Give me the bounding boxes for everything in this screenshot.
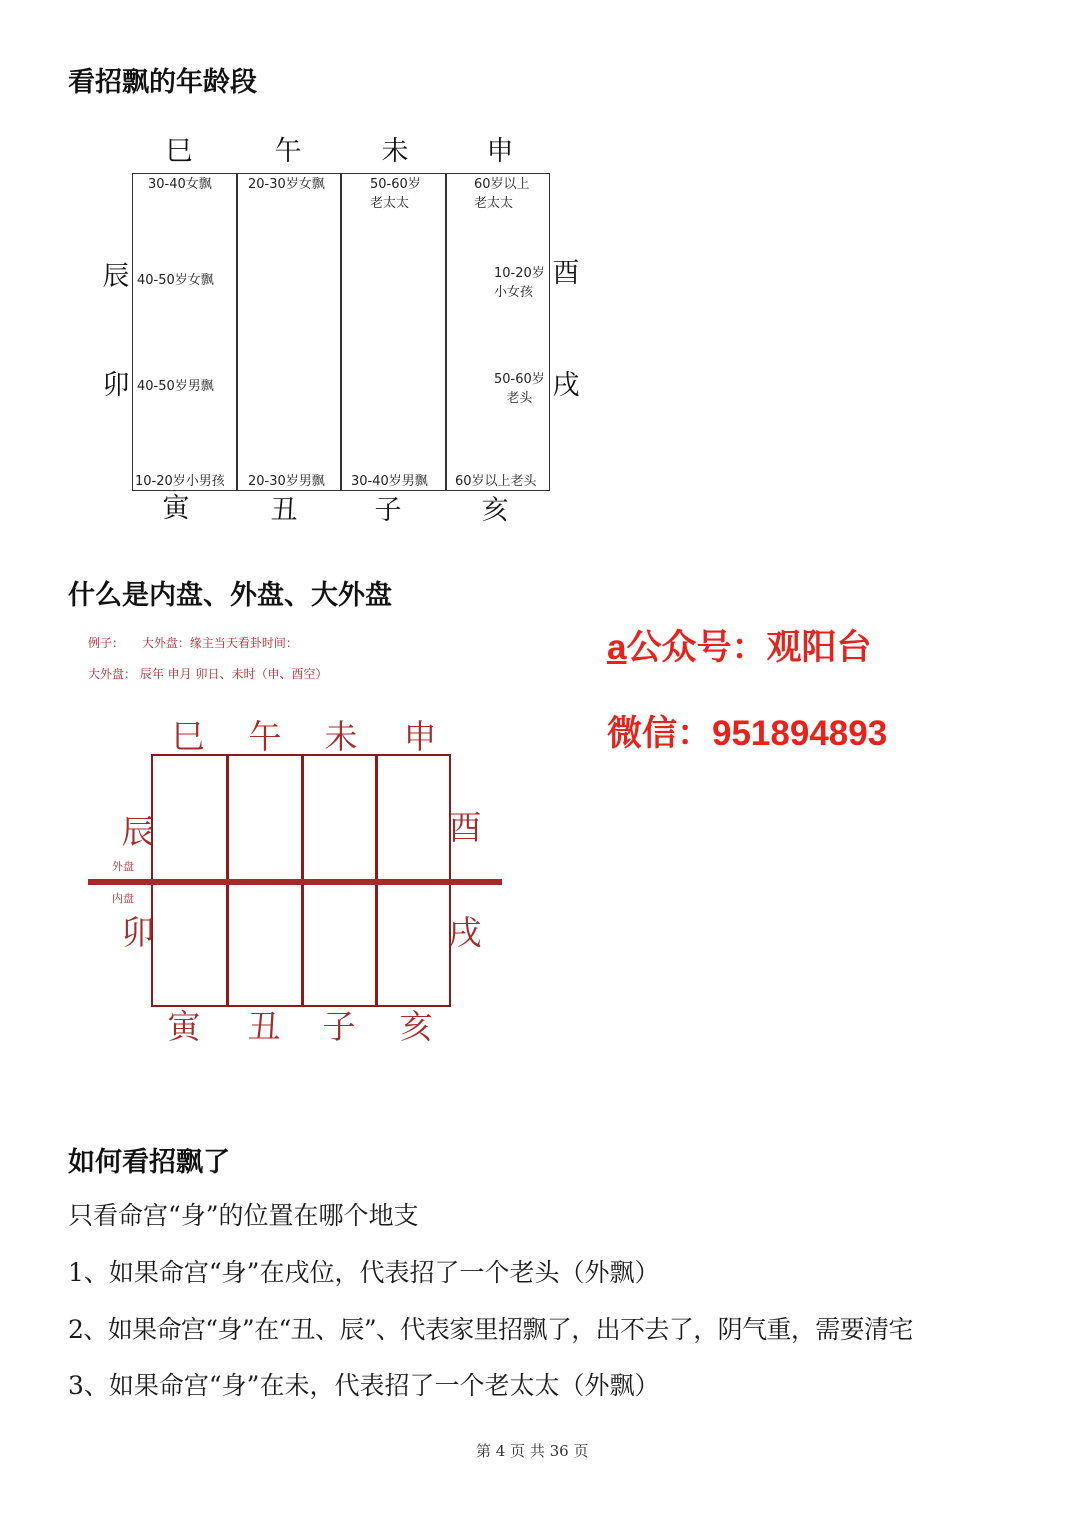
cell-line: 20-30岁男飘 xyxy=(248,474,325,489)
branch-you: 酉 xyxy=(448,808,482,847)
branch-wei: 未 xyxy=(381,136,409,167)
cell-line: 老太太 xyxy=(474,196,514,211)
example-label: 例子： xyxy=(88,636,125,650)
branch-zi: 子 xyxy=(322,1007,356,1046)
cell-line: 50-60岁 xyxy=(494,372,545,387)
cell-line: 小女孩 xyxy=(494,285,534,300)
cell-chou xyxy=(248,472,325,491)
cell-line: 10-20岁 xyxy=(494,266,545,281)
cell-line: 60岁以上老头 xyxy=(455,474,537,489)
page-number: 第 4 页 共 36 页 xyxy=(476,1442,589,1460)
cell-line: 60岁以上 xyxy=(474,177,530,192)
cell-hai xyxy=(455,472,537,491)
cell-line: 30-40岁男飘 xyxy=(351,474,428,489)
daiwai-line xyxy=(88,665,327,682)
cell-line: 10-20岁小男孩 xyxy=(135,474,225,489)
example-text: 大外盘：缘主当天看卦时间： xyxy=(141,636,298,650)
cell-mao xyxy=(137,377,214,396)
rule-item-1: 1、如果命宫“身”在戌位，代表招了一个老头（外飘） xyxy=(68,1258,660,1287)
branch-chou: 丑 xyxy=(247,1007,281,1046)
cell-zi xyxy=(351,472,428,491)
branch-shen: 申 xyxy=(486,136,514,167)
public-account: 公众号：观阳台 xyxy=(626,628,872,667)
branch-xu: 戌 xyxy=(448,913,482,952)
cell-line: 老头 xyxy=(506,391,533,406)
branch-chen: 辰 xyxy=(102,261,130,292)
branch-yin: 寅 xyxy=(167,1007,201,1046)
public-account-line xyxy=(607,620,871,670)
inner-label: 内盘 xyxy=(112,892,134,905)
daiwai-label: 大外盘： xyxy=(88,667,137,681)
cell-xu xyxy=(494,370,545,408)
cell-line: 40-50岁男飘 xyxy=(137,379,214,394)
cell-wu xyxy=(248,175,325,194)
cell-line: 20-30岁女飘 xyxy=(248,177,325,192)
cell-line: 50-60岁 xyxy=(370,177,421,192)
branch-you: 酉 xyxy=(552,258,580,289)
example-line xyxy=(88,634,298,651)
cell-si xyxy=(148,175,212,194)
grid-divider xyxy=(445,173,447,491)
branch-wu: 午 xyxy=(274,136,302,167)
cell-line: 老太太 xyxy=(370,196,410,211)
branch-mao: 卯 xyxy=(121,913,155,952)
section2-heading: 什么是内盘、外盘、大外盘 xyxy=(68,580,392,611)
prefix-letter: a xyxy=(607,628,627,667)
cell-you xyxy=(494,264,545,302)
branch-hai: 亥 xyxy=(481,495,509,526)
branch-zi: 子 xyxy=(374,495,402,526)
grid-divider xyxy=(340,173,342,491)
cell-wei xyxy=(370,175,421,213)
cell-chen xyxy=(137,271,214,290)
inner-outer-divider xyxy=(88,879,502,885)
cell-shen xyxy=(474,175,530,213)
outer-label: 外盘 xyxy=(112,860,134,873)
section1-heading: 看招飘的年龄段 xyxy=(68,67,257,98)
branch-chou: 丑 xyxy=(270,495,298,526)
branch-si: 巳 xyxy=(171,717,205,756)
branch-wei: 未 xyxy=(324,717,358,756)
section3-heading: 如何看招飘了 xyxy=(68,1147,230,1178)
branch-wu: 午 xyxy=(248,717,282,756)
rule-item-3: 3、如果命宫“身”在未，代表招了一个老太太（外飘） xyxy=(68,1371,660,1400)
branch-hai: 亥 xyxy=(399,1007,433,1046)
branch-mao: 卯 xyxy=(102,370,130,401)
branch-xu: 戌 xyxy=(552,370,580,401)
branch-chen: 辰 xyxy=(121,812,155,851)
branch-shen: 申 xyxy=(403,717,437,756)
branch-si: 巳 xyxy=(165,136,193,167)
branch-yin: 寅 xyxy=(162,493,190,524)
intro-paragraph: 只看命宫“身”的位置在哪个地支 xyxy=(68,1201,419,1230)
wechat-line: 微信：951894893 xyxy=(607,714,888,753)
rule-item-2: 2、如果命宫“身”在“丑、辰”、代表家里招飘了，出不去了，阴气重，需要清宅 xyxy=(68,1315,913,1344)
grid-divider xyxy=(236,173,238,491)
cell-yin xyxy=(135,472,225,491)
cell-line: 40-50岁女飘 xyxy=(137,273,214,288)
cell-line: 30-40女飘 xyxy=(148,177,212,192)
daiwai-text: 辰年 申月 卯日、未时（申、酉空） xyxy=(139,667,328,681)
